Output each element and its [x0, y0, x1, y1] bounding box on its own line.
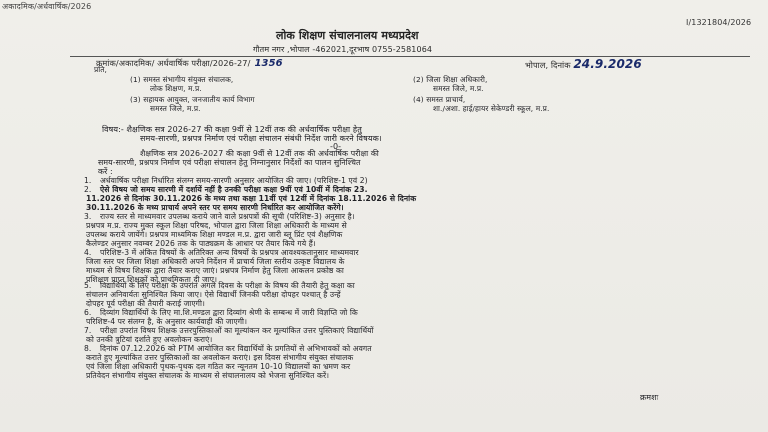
intro-line-2: समय-सारणी, प्रश्नपत्र निर्माण एवं परीक्षा संचालन हेतु निम्नानुसार निर्देशों का पालन सुनिश्चित — [98, 158, 361, 167]
instruction-8-line: प्रतिवेदन संभागीय संयुक्त संचालक के माध्यम से संचालनालय को भेजना सुनिश्चित करें। — [86, 371, 330, 380]
place-date — [525, 58, 642, 72]
to-label: प्रति, — [94, 65, 107, 74]
instruction-6-line: दिव्यांग विद्यार्थियों के लिए मा.शि.मण्डल द्वारा दिव्यांग श्रेणी के सम्बन्ध में जारी विज्ञप्ति जो कि — [100, 308, 358, 317]
letter-number-prefix: क्रमांक/अकादमिक/ अर्धवार्षिक परीक्षा/2026-27/ — [96, 58, 251, 68]
office-address: गौतम नगर ,भोपाल -462021,दूरभाष 0755-2581064 — [253, 45, 433, 54]
instruction-8-line: दिनांक 07.12.2026 को PTM आयोजित कर विद्यार्थियों के प्रगतियों से अभिभावकों को अवगत — [100, 344, 372, 353]
instruction-1-line: अर्धवार्षिक परीक्षा निर्धारित संलग्न समय-सारणी अनुसार आयोजित की जाए। (परिशिष्ट-1 एवं 2) — [100, 176, 368, 185]
recipient-2-line2: समस्त जिले, म.प्र. — [433, 84, 484, 93]
instruction-6-line: परिशिष्ट-4 पर संलग्न है, के अनुसार कार्यवाही की जाएगी। — [86, 317, 248, 326]
instruction-number: 2. — [84, 185, 92, 194]
instruction-number: 6. — [84, 308, 92, 317]
instruction-number: 5. — [84, 281, 92, 290]
instruction-number: 7. — [84, 326, 92, 335]
instruction-7-line: परीक्षा उपरांत विषय शिक्षक उत्तरपुस्तिकाओं का मूल्यांकन कर मूल्यांकित उत्तर पुस्तिकाएं विद्यार्थियों — [100, 326, 374, 335]
instruction-2-line: 11.2026 से दिनांक 30.11.2026 के मध्य तथा कक्षा 11वीं एवं 12वीं में दिनांक 18.11.2026 से दिनांक — [86, 194, 417, 203]
instruction-3-line: प्रश्नपत्र म.प्र. राज्य मुक्त स्कूल शिक्षा परिषद, भोपाल द्वारा जिला शिक्षा अधिकारी के माध्यम से — [86, 221, 347, 230]
subject-line-2: समय-सारणी, प्रश्नपत्र निर्माण एवं परीक्षा संचालन संबंधी निर्देश जारी करने विषयक। — [140, 134, 382, 143]
instruction-number: 4. — [84, 248, 92, 257]
instruction-2-line: ऐसे विषय जो समय सारणी में दर्शायें नहीं है उनकी परीक्षा कक्षा 9वीं एवं 10वीं में दिनांक 23. — [100, 185, 368, 194]
instruction-5-line: विद्यार्थियों के लिए परीक्षा के उपरांत अगले दिवस के परीक्षा के विषय की तैयारी हेतु कक्षा का — [100, 281, 355, 290]
instruction-number: 3. — [84, 212, 92, 221]
office-title: लोक शिक्षण संचालनालय मध्यप्रदेश — [276, 29, 419, 42]
intro-line-1: शैक्षणिक सत्र 2026-2027 की कक्षा 9वीं से 12वीं तक की अर्धवार्षिक परीक्षा की — [140, 149, 379, 158]
header-rule — [70, 56, 750, 57]
instruction-4-line: माध्यम से विषय शिक्षक द्वारा तैयार कराए जाएं। प्रश्नपत्र निर्माण हेतु जिला आकलन प्रकोष्ठ का — [86, 266, 344, 275]
instruction-5-line: दोपहर पूर्व परीक्षा की तैयारी कराई जाएगी। — [86, 299, 205, 308]
instruction-4-line: परिशिष्ट-3 में अंकित विषयों के अतिरिक्त अन्य विषयों के प्रश्नपत्र आवश्यकतानुसार माध्यमवार — [100, 248, 359, 257]
recipient-2-line1: (2) जिला शिक्षा अधिकारी, — [413, 75, 488, 84]
file-code-left: अकादमिक/अर्धवार्षिक/2026 — [2, 2, 92, 11]
instruction-8-line: कराते हुए मूल्यांकित उत्तर पुस्तिकाओं का अवलोकन कराएं। इस दिवस संभागीय संयुक्त संचालक — [86, 353, 354, 362]
date-handwritten: 24.9.2026 — [573, 57, 642, 71]
recipient-1-line2: लोक शिक्षण, म.प्र. — [150, 84, 202, 93]
instruction-number: 1. — [84, 176, 92, 185]
recipient-3-line1: (3) सहायक आयुक्त, जनजातीय कार्य विभाग — [130, 95, 255, 104]
instruction-4-line: प्रशिक्षण प्राप्त शिक्षकों को प्राथमिकता दी जाए। — [86, 275, 218, 284]
instruction-3-line: राज्य स्तर से माध्यमवार उपलब्ध कराये जाने वाले प्रश्नपत्रों की सूची (परिशिष्ट-3) अनुसार है। — [100, 212, 355, 221]
instruction-number: 8. — [84, 344, 92, 353]
instruction-8-line: एवं जिला शिक्षा अधिकारी पृथक-पृथक दल गठित कर न्यूनतम 10-10 विद्यालयों का भ्रमण कर — [86, 362, 351, 371]
subject-separator: -0- — [330, 142, 342, 151]
instruction-7-line: को उनकी त्रुटियां दर्शाते हुए अवलोकन कराएं। — [86, 335, 213, 344]
subject-line-1: विषय:- शैक्षणिक सत्र 2026-27 की कक्षा 9वीं से 12वीं तक की अर्धवार्षिक परीक्षा हेतु — [102, 125, 362, 134]
intro-line-3: करें : — [98, 167, 113, 176]
instruction-2-line: 30.11.2026 के मध्य प्राचार्य अपने स्तर पर समय सारणी निर्धारित कर आयोजित करेंगे। — [86, 203, 344, 212]
continued-label: क्रमशः — [640, 393, 659, 402]
recipient-4-line1: (4) समस्त प्राचार्य, — [413, 95, 466, 104]
instruction-4-line: जिला स्तर पर जिला शिक्षा अधिकारी अपने निर्देशन में प्राचार्य जिला स्तरीय उत्कृष्ट विद्यालय के — [86, 257, 345, 266]
file-code-right: I/1321804/2026 — [686, 18, 752, 27]
instruction-3-line: उपलब्ध कराये जायेंगे। प्रश्नपत्र माध्यमिक शिक्षा मण्डल म.प्र. द्वारा जारी ब्लू प्रिंट एवं शैक्षणिक — [86, 230, 343, 239]
recipient-1-line1: (1) समस्त संभागीय संयुक्त संचालक, — [130, 75, 234, 84]
recipient-4-line2: शा./अशा. हाई/हायर सेकेण्डरी स्कूल, म.प्र. — [433, 104, 550, 113]
instruction-3-line: कैलेण्डर अनुसार नवम्बर 2026 तक के पाठ्यक्रम के आधार पर तैयार किये गये हैं। — [86, 239, 316, 248]
letter-number-handwritten: 1356 — [254, 58, 283, 69]
instruction-5-line: संचालन अनिवार्यतः सुनिश्चित किया जाए। ऐसे विद्यार्थी जिनकी परीक्षा दोपहर पश्चात् है उन्हें — [86, 290, 341, 299]
recipient-3-line2: समस्त जिले, म.प्र. — [150, 104, 201, 113]
place-label: भोपाल, दिनांक — [525, 60, 571, 70]
letter-number — [96, 58, 283, 70]
